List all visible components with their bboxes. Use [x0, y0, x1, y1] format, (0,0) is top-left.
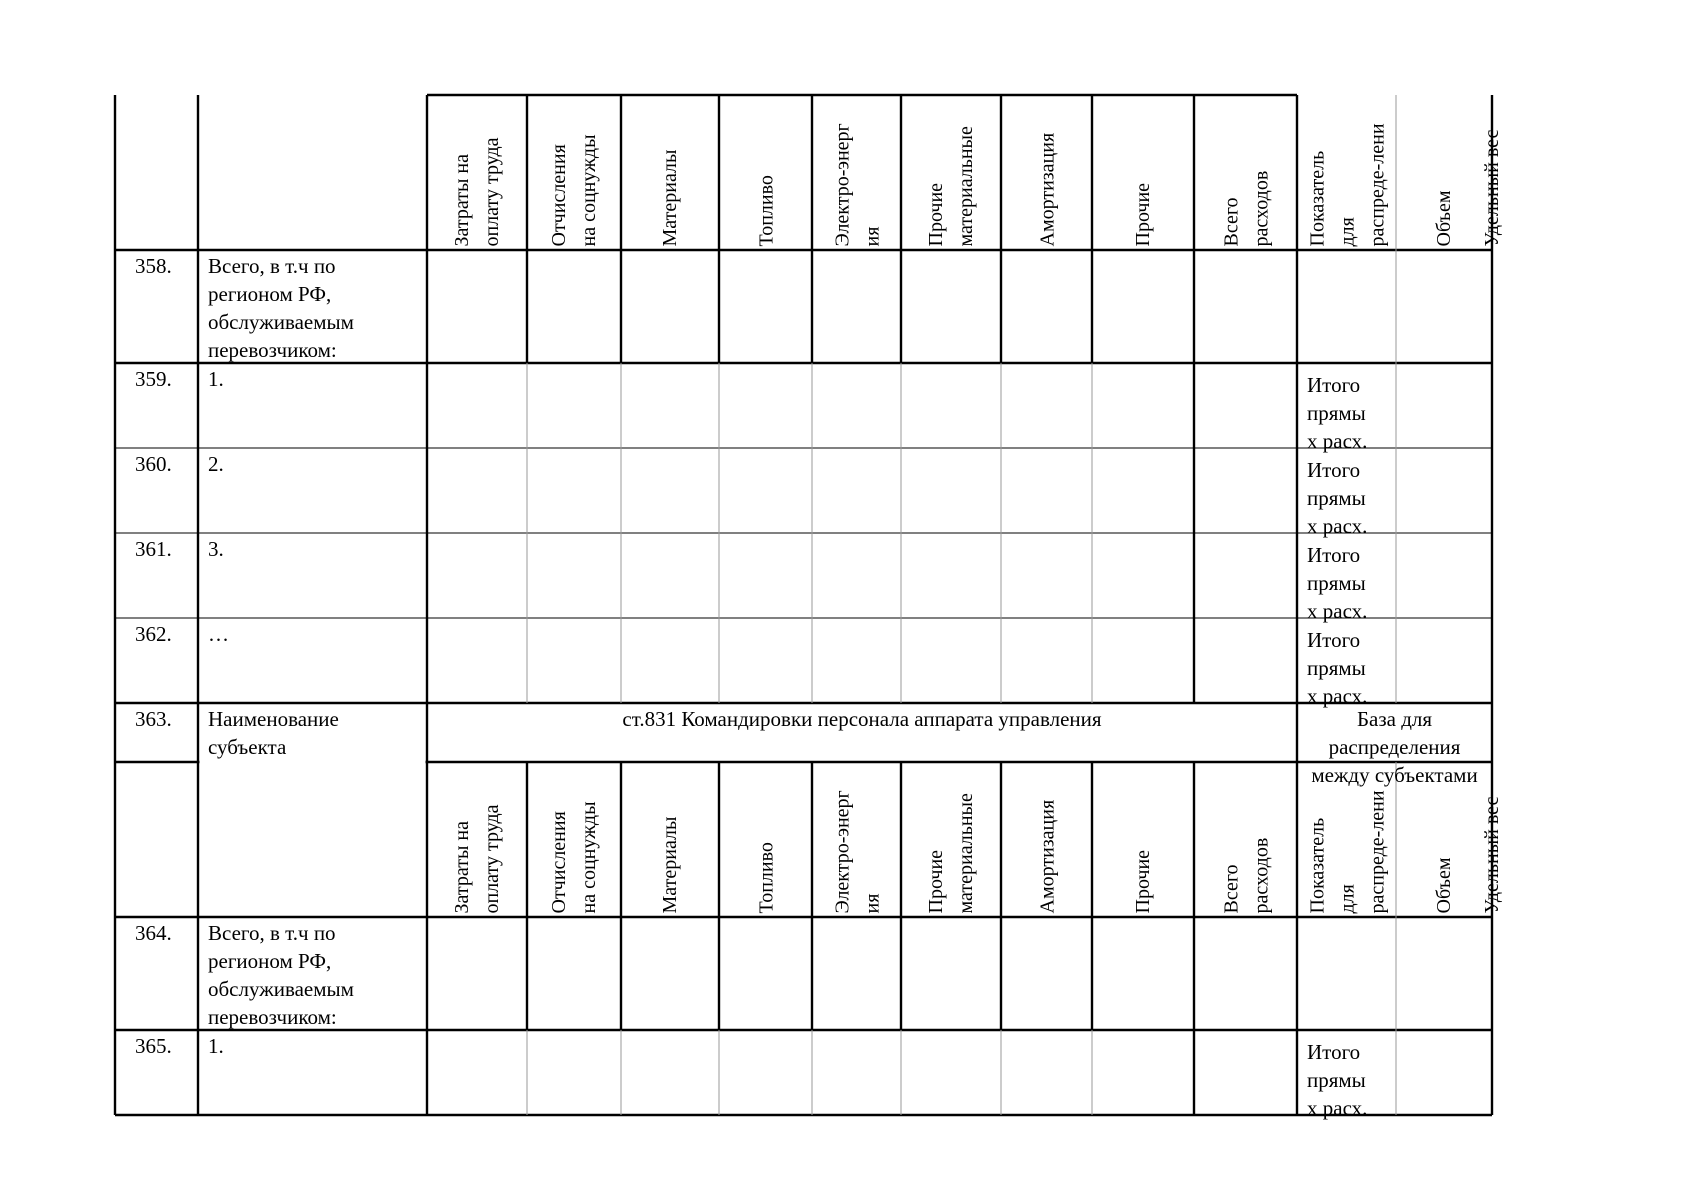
column-header-label: Прочие материальные	[925, 792, 977, 913]
row-note: Итого прямы х расх.	[1307, 458, 1368, 538]
column-header-top	[1001, 95, 1092, 250]
column-header-label: Всего расходов	[1219, 837, 1272, 913]
column-header-label: Материалы	[659, 816, 681, 913]
column-header-bottom	[527, 762, 621, 917]
column-header-label: Объем	[1433, 857, 1455, 913]
column-header-label: Затраты на оплату труда	[451, 803, 503, 913]
column-header-label: Электро-энерг ия	[830, 789, 883, 913]
row-note: Итого прямы х расх.	[1307, 1040, 1368, 1120]
column-header-bottom	[1092, 762, 1194, 917]
column-header-label: Материалы	[659, 149, 681, 246]
column-header-label: Затраты на оплату труда	[451, 136, 503, 246]
row-note: Итого прямы х расх.	[1307, 543, 1368, 623]
column-header-top	[527, 95, 621, 250]
column-header-bottom	[1194, 762, 1297, 917]
column-header-top	[719, 95, 812, 250]
column-header-bottom	[812, 762, 901, 917]
column-header-bottom	[427, 762, 527, 917]
column-header-label: Прочие	[1132, 849, 1154, 913]
column-header-bottom	[621, 762, 719, 917]
column-header-label: Отчисления на соцнужды	[548, 800, 600, 913]
column-header-label: Амортизация	[1035, 132, 1058, 246]
column-header-top	[812, 95, 901, 250]
row-name: Всего, в т.ч по регионом РФ, обслуживаемым перевозчиком:	[208, 254, 354, 362]
row-number: 361.	[135, 537, 172, 561]
row-name: 2.	[208, 452, 224, 476]
row-name: Всего, в т.ч по регионом РФ, обслуживаемым перевозчиком:	[208, 921, 354, 1029]
section-title: ст.831 Командировки персонала аппарата управления	[622, 707, 1102, 731]
row-number: 359.	[135, 367, 172, 391]
row-number: 364.	[135, 921, 172, 945]
row-number: 363.	[135, 707, 172, 731]
row-name: 1.	[208, 367, 224, 391]
column-header-label: Топливо	[754, 841, 777, 913]
row-name: 1.	[208, 1034, 224, 1058]
column-header-label: Удельный вес	[1481, 796, 1503, 913]
column-header-label: Отчисления на соцнужды	[548, 133, 600, 246]
column-header-top	[621, 95, 719, 250]
column-header-top	[1092, 95, 1194, 250]
row-name: 3.	[208, 537, 224, 561]
section-base: База для распределения между субъектами	[1311, 707, 1478, 787]
column-header-label: Амортизация	[1035, 799, 1058, 913]
column-header-label: Прочие	[1132, 182, 1154, 246]
column-header-bottom	[1001, 762, 1092, 917]
row-number: 360.	[135, 452, 172, 476]
column-header-label: Объем	[1433, 190, 1455, 246]
row-number: 358.	[135, 254, 172, 278]
row-note: Итого прямы х расх.	[1307, 373, 1368, 453]
column-header-top	[1194, 95, 1297, 250]
column-header-bottom	[901, 762, 1001, 917]
column-header-top	[427, 95, 527, 250]
column-header-bottom	[719, 762, 812, 917]
column-header-label: Показатель для распреде-лени	[1305, 122, 1388, 246]
row-number: 365.	[135, 1034, 172, 1058]
column-header-label: Электро-энерг ия	[830, 122, 883, 246]
column-header-top	[1297, 95, 1396, 250]
row-note: Итого прямы х расх.	[1307, 628, 1368, 708]
column-header-label: Показатель для распреде-лени	[1305, 789, 1388, 913]
row-name: …	[208, 622, 229, 646]
section-name: Наименование субъекта	[208, 707, 339, 759]
row-number: 362.	[135, 622, 172, 646]
column-header-label: Прочие материальные	[925, 125, 977, 246]
column-header-top	[901, 95, 1001, 250]
column-header-label: Удельный вес	[1481, 129, 1503, 246]
column-header-label: Топливо	[754, 174, 777, 246]
column-header-label: Всего расходов	[1219, 170, 1272, 246]
